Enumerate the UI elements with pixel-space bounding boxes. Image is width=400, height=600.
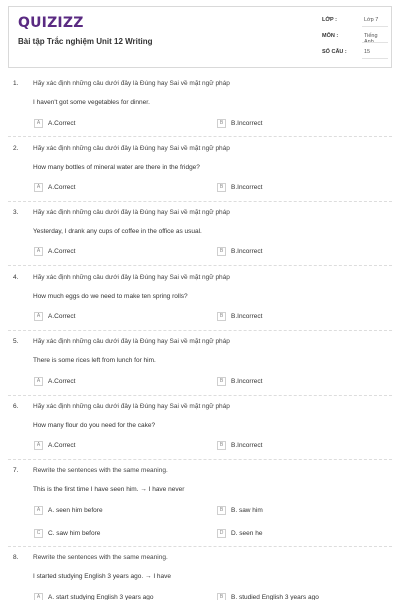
option-letter-box: B	[217, 247, 226, 256]
option-letter-box: A	[34, 312, 43, 321]
question-number: 3.	[13, 209, 19, 216]
option-text: B.Incorrect	[231, 183, 263, 191]
option-text: B. saw him	[231, 506, 263, 514]
option-text: A.Correct	[48, 312, 76, 320]
question-separator	[8, 459, 392, 460]
option-text: A.Correct	[48, 119, 76, 127]
option-letter-box: B	[217, 593, 226, 600]
meta-label: LỚP :	[322, 17, 337, 23]
option-text: A.Correct	[48, 247, 76, 255]
question-separator	[8, 546, 392, 547]
option-letter-box: A	[34, 377, 43, 386]
question-text: How much eggs do we need to make ten spring rolls?	[33, 293, 188, 300]
question-separator	[8, 330, 392, 331]
question-instruction: Hãy xác định những câu dưới đây là Đúng hay Sai về mặt ngữ pháp	[33, 274, 230, 281]
meta-row-count	[322, 49, 388, 65]
option-text: B.Incorrect	[231, 312, 263, 320]
meta-label: SỐ CÂU :	[322, 49, 347, 55]
worksheet-title: Bài tập Trắc nghiệm Unit 12 Writing	[18, 37, 153, 46]
option-b[interactable]	[217, 182, 262, 192]
option-a[interactable]	[34, 311, 75, 321]
question-text: Yesterday, I drank any cups of coffee in the office as usual.	[33, 228, 202, 235]
option-letter-box: B	[217, 441, 226, 450]
option-text: C. saw him before	[48, 529, 101, 537]
option-letter-box: B	[217, 312, 226, 321]
option-b[interactable]	[217, 246, 262, 256]
question-text: I haven't got some vegetables for dinner.	[33, 99, 150, 106]
option-letter-box: A	[34, 593, 43, 600]
option-text: B.Incorrect	[231, 377, 263, 385]
option-text: B.Incorrect	[231, 119, 263, 127]
question-instruction: Hãy xác định những câu dưới đây là Đúng hay Sai về mặt ngữ pháp	[33, 338, 230, 345]
option-a[interactable]	[34, 246, 75, 256]
option-letter-box: C	[34, 529, 43, 538]
option-text: B. studied English 3 years ago	[231, 593, 319, 600]
worksheet-meta	[322, 17, 388, 65]
meta-row-subject	[322, 33, 388, 49]
question-number: 5.	[13, 338, 19, 345]
option-letter-box: D	[217, 529, 226, 538]
option-letter-box: A	[34, 183, 43, 192]
question-number: 8.	[13, 554, 19, 561]
meta-underline	[362, 42, 388, 43]
option-text: A. start studying English 3 years ago	[48, 593, 154, 600]
question-text: There is some rices left from lunch for him.	[33, 357, 156, 364]
question-instruction: Hãy xác định những câu dưới đây là Đúng hay Sai về mặt ngữ pháp	[33, 403, 230, 410]
meta-row-grade	[322, 17, 388, 33]
option-letter-box: B	[217, 506, 226, 515]
question-text: I started studying English 3 years ago. → I have	[33, 573, 172, 580]
meta-value: Tiếng Anh	[364, 33, 378, 45]
question-text: How many bottles of mineral water are there in the fridge?	[33, 164, 200, 171]
option-b[interactable]	[217, 376, 262, 386]
option-c[interactable]	[34, 528, 100, 538]
option-text: B.Incorrect	[231, 247, 263, 255]
option-letter-box: A	[34, 119, 43, 128]
option-b[interactable]	[217, 440, 262, 450]
question-instruction: Hãy xác định những câu dưới đây là Đúng hay Sai về mặt ngữ pháp	[33, 145, 230, 152]
option-b[interactable]	[217, 118, 262, 128]
option-letter-box: A	[34, 441, 43, 450]
option-letter-box: B	[217, 377, 226, 386]
option-b[interactable]	[217, 505, 263, 515]
option-letter-box: A	[34, 247, 43, 256]
option-a[interactable]	[34, 505, 103, 515]
question-number: 6.	[13, 403, 19, 410]
quizizz-logo: QUIZIZZ	[18, 15, 84, 31]
option-b[interactable]	[217, 592, 319, 600]
question-instruction: Rewrite the sentences with the same meaning.	[33, 554, 168, 561]
meta-underline	[362, 58, 388, 59]
question-instruction: Rewrite the sentences with the same meaning.	[33, 467, 168, 474]
option-letter-box: B	[217, 119, 226, 128]
option-text: B.Incorrect	[231, 441, 263, 449]
option-d[interactable]	[217, 528, 262, 538]
question-separator	[8, 136, 392, 137]
question-text: This is the first time I have seen him. → I have never	[33, 486, 185, 493]
question-separator	[8, 265, 392, 266]
option-a[interactable]	[34, 118, 75, 128]
question-instruction: Hãy xác định những câu dưới đây là Đúng hay Sai về mặt ngữ pháp	[33, 209, 230, 216]
question-text: How many flour do you need for the cake?	[33, 422, 156, 429]
option-b[interactable]	[217, 311, 262, 321]
question-number: 4.	[13, 274, 19, 281]
question-number: 1.	[13, 80, 19, 87]
meta-value: 15	[364, 49, 371, 55]
option-text: A.Correct	[48, 377, 76, 385]
meta-label: MÔN :	[322, 33, 339, 39]
question-number: 2.	[13, 145, 19, 152]
option-a[interactable]	[34, 440, 75, 450]
option-text: A. seen him before	[48, 506, 103, 514]
option-letter-box: A	[34, 506, 43, 515]
option-text: A.Correct	[48, 441, 76, 449]
option-text: D. seen he	[231, 529, 263, 537]
meta-value: Lớp 7	[364, 17, 379, 23]
question-separator	[8, 395, 392, 396]
option-text: A.Correct	[48, 183, 76, 191]
worksheet-header	[8, 6, 392, 68]
question-instruction: Hãy xác định những câu dưới đây là Đúng hay Sai về mặt ngữ pháp	[33, 80, 230, 87]
question-number: 7.	[13, 467, 19, 474]
option-letter-box: B	[217, 183, 226, 192]
option-a[interactable]	[34, 376, 75, 386]
question-separator	[8, 201, 392, 202]
option-a[interactable]	[34, 592, 154, 600]
meta-underline	[362, 26, 388, 27]
option-a[interactable]	[34, 182, 75, 192]
